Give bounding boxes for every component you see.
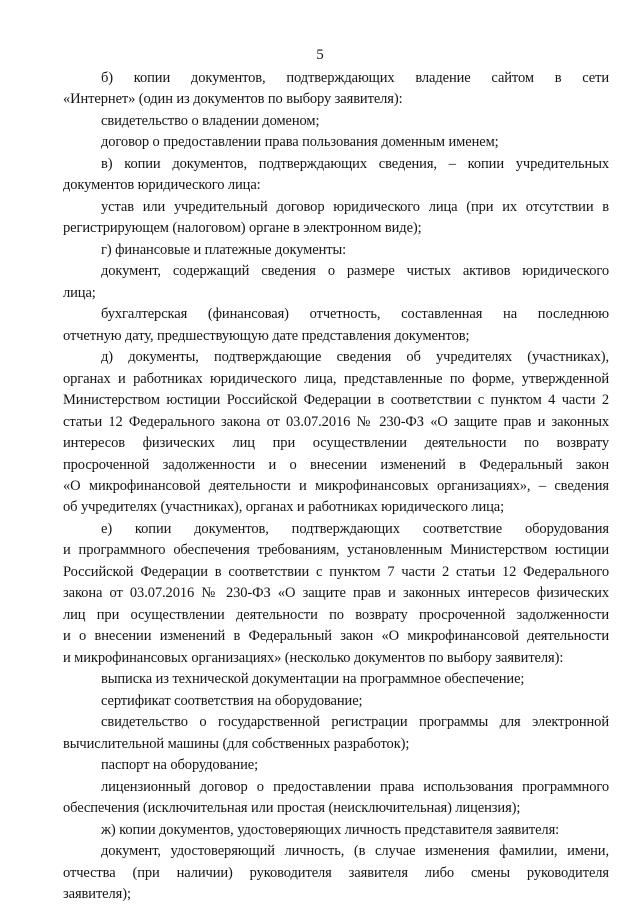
- text-line: заявителя);: [63, 886, 131, 902]
- text-line: устав или учредительный договор юридического лица (при их отсутствии в: [101, 199, 609, 215]
- text-line: бухгалтерская (финансовая) отчетность, составленная на последнюю: [101, 306, 609, 322]
- text-line: документ, удостоверяющий личность, (в случае изменения фамилии, имени,: [101, 843, 609, 859]
- text-line: регистрирующем (налоговом) органе в электронном виде);: [63, 220, 422, 236]
- page-number: 5: [316, 47, 324, 63]
- text-line: интересов физических лиц при осуществлении деятельности по возврату: [63, 435, 609, 451]
- text-line: в) копии документов, подтверждающих сведения, – копии учредительных: [101, 156, 609, 172]
- text-line: д) документы, подтверждающие сведения об учредителях (участниках),: [101, 349, 609, 365]
- text-line: сертификат соответствия на оборудование;: [101, 693, 363, 709]
- text-line: лиц при осуществлении деятельности по возврату просроченной задолженности: [63, 607, 609, 623]
- text-line: и программного обеспечения требованиям, установленным Министерством юстиции: [63, 542, 609, 558]
- text-line: документ, содержащий сведения о размере чистых активов юридического: [101, 263, 609, 279]
- text-line: и микрофинансовых организациях» (несколько документов по выбору заявителя):: [63, 650, 564, 666]
- text-line: отчетную дату, предшествующую дате представления документов;: [63, 328, 470, 344]
- text-line: паспорт на оборудование;: [101, 757, 259, 773]
- text-line: Министерством юстиции Российской Федерации в соответствии с пунктом 4 части 2: [63, 392, 609, 408]
- text-line: органах и работниках юридического лица, представленные по форме, утвержденной: [63, 371, 609, 387]
- text-line: договор о предоставлении права пользования доменным именем;: [101, 134, 499, 150]
- text-line: Российской Федерации в соответствии с пунктом 7 части 2 статьи 12 Федерального: [63, 564, 609, 580]
- text-line: вычислительной машины (для собственных разработок);: [63, 736, 410, 752]
- text-line: статьи 12 Федерального закона от 03.07.2016 № 230-ФЗ «О защите прав и законных: [63, 414, 609, 430]
- text-line: б) копии документов, подтверждающих владение сайтом в сети: [101, 70, 609, 86]
- text-line: об учредителях (участниках), органах и работниках юридического лица;: [63, 499, 505, 515]
- text-line: лица;: [63, 285, 96, 301]
- text-line: свидетельство о государственной регистрации программы для электронной: [101, 714, 609, 730]
- text-line: и о внесении изменений в Федеральный закон «О микрофинансовой деятельности: [63, 628, 609, 644]
- text-line: закона от 03.07.2016 № 230-ФЗ «О защите прав и законных интересов физических: [63, 585, 609, 601]
- text-line: г) финансовые и платежные документы:: [101, 242, 347, 258]
- text-line: ж) копии документов, удостоверяющих личность представителя заявителя:: [101, 822, 560, 838]
- text-line: обеспечения (исключительная или простая (неисключительная) лицензия);: [63, 800, 521, 816]
- text-line: свидетельство о владении доменом;: [101, 113, 320, 129]
- text-line: лицензионный договор о предоставлении права использования программного: [101, 779, 609, 795]
- text-line: «О микрофинансовой деятельности и микрофинансовых организациях», – сведения: [63, 478, 609, 494]
- text-line: отчества (при наличии) руководителя заявителя либо смены руководителя: [63, 865, 609, 881]
- text-line: просроченной задолженности и о внесении изменений в Федеральный закон: [63, 457, 609, 473]
- text-line: выписка из технической документации на программное обеспечение;: [101, 671, 525, 687]
- text-line: документов юридического лица:: [63, 177, 261, 193]
- text-line: е) копии документов, подтверждающих соответствие оборудования: [101, 521, 609, 537]
- text-line: «Интернет» (один из документов по выбору заявителя):: [63, 91, 403, 107]
